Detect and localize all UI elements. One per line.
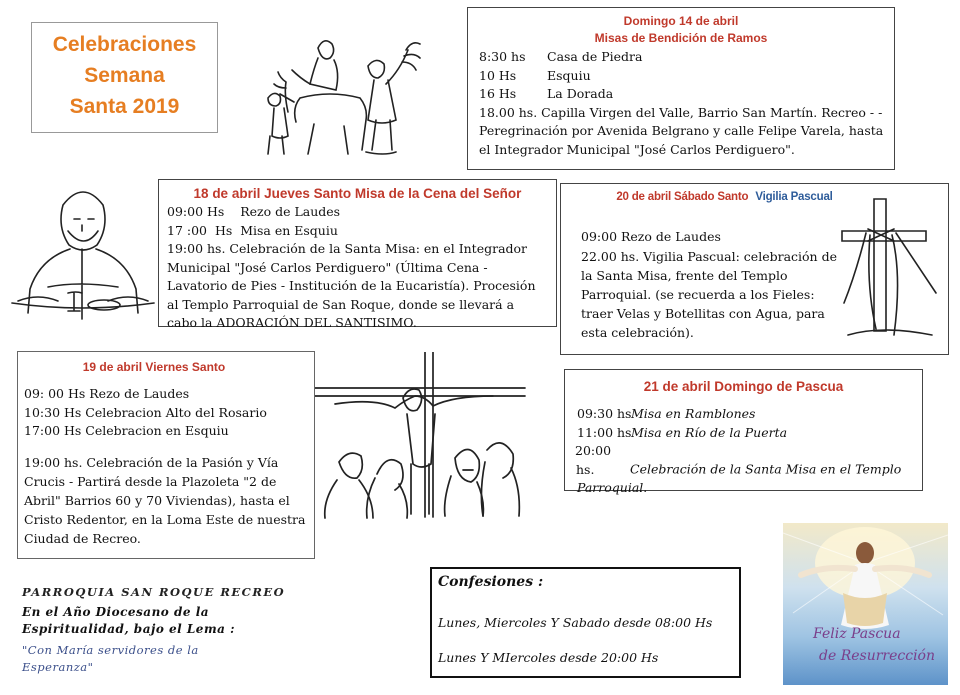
palm-sunday-box — [467, 7, 895, 170]
palm-sunday-subheading: Misas de Bendición de Ramos — [594, 31, 768, 45]
cross-cloth-illustration — [830, 193, 950, 345]
parish-year-line: En el Año Diocesano de la — [22, 605, 210, 619]
holy-saturday-paragraph: 22.00 hs. Vigilia Pascual: celebración de la Santa Misa, frente del Templo Parroquial. (se recuerda a los Fieles: traer Velas y Botellitas con Agua, para esta celebración). — [581, 248, 837, 340]
confessions-box — [430, 567, 741, 678]
easter-sunday-item: 11:00 hsMisa en Río de la Puerta — [577, 424, 788, 440]
last-supper-illustration — [8, 175, 158, 325]
pascua-greeting-line-2: de Resurrección — [819, 648, 935, 664]
confessions-line: Lunes Y MIercoles desde 20:00 Hs — [438, 650, 659, 665]
easter-sunday-item: 09:30 hsMisa en Ramblones — [577, 406, 756, 421]
title-box — [31, 22, 218, 133]
palm-sunday-item: 8:30 hs Casa de Piedra — [479, 49, 643, 64]
title-line-1: Celebraciones — [52, 33, 197, 56]
title-line-3: Santa 2019 — [69, 95, 180, 118]
parish-spirituality-line: Espiritualidad, bajo el Lema : — [22, 622, 236, 636]
holy-saturday-line: 09:00 Rezo de Laudes — [581, 229, 721, 244]
holy-thursday-paragraph: 19:00 hs. Celebración de la Santa Misa: en el Integrador Municipal "José Carlos Perdiguero" (Última Cena - Lavatorio de Pies - Institución de la Eucaristía). Procesión al Templo Parroquial de San Roque, donde se llevará a cabo la ADORACIÓN DEL SANTISIMO. — [167, 241, 536, 331]
easter-sunday-heading: 21 de abril Domingo de Pascua — [643, 379, 844, 394]
holy-thursday-line: 17 :00 Hs Misa en Esquiu — [167, 222, 338, 238]
good-friday-box — [17, 351, 315, 559]
good-friday-line: 10:30 Hs Celebracion Alto del Rosario — [24, 404, 267, 420]
palm-sunday-heading: Domingo 14 de abril — [623, 14, 739, 28]
holy-saturday-heading: 20 de abril Sábado Santo — [616, 191, 749, 203]
risen-christ-image — [783, 523, 948, 685]
palm-sunday-item: 16 Hs La Dorada — [479, 86, 614, 101]
parish-motto: "Con María servidores de la Esperanza" — [22, 643, 199, 674]
palm-sunday-item: 10 Hs Esquiu — [479, 67, 591, 83]
confessions-heading: Confesiones : — [438, 574, 544, 590]
easter-sunday-box — [564, 369, 923, 496]
good-friday-line: 09: 00 Hs Rezo de Laudes — [24, 386, 190, 401]
holy-thursday-line: 09:00 Hs Rezo de Laudes — [167, 204, 341, 219]
good-friday-line: 17:00 Hs Celebracion en Esquiu — [24, 423, 229, 438]
title-line-2: Semana — [84, 64, 165, 87]
easter-vigil-heading: Vigilia Pascual — [755, 191, 833, 203]
good-friday-paragraph: 19:00 hs. Celebración de la Pasión y Vía Crucis - Partirá desde la Plazoleta "2 de Abril" Barrios 60 y 70 Viviendas), hasta el Cristo Redentor, en la Loma Este de nuestra Ciudad de Recreo. — [24, 454, 306, 546]
pascua-greeting-line-1: Feliz Pascua — [813, 626, 901, 642]
good-friday-heading: 19 de abril Viernes Santo — [82, 360, 226, 374]
palm-sunday-illustration — [258, 28, 438, 163]
parish-block — [22, 585, 352, 676]
crucifixion-illustration — [315, 352, 530, 522]
holy-thursday-box — [158, 179, 557, 331]
palm-sunday-procession: 18.00 hs. Capilla Virgen del Valle, Barrio San Martín. Recreo - - Peregrinación por Avenida Belgrano y calle Felipe Varela, hasta el Integrador Municipal "José Carlos Perdiguero". — [479, 104, 884, 157]
easter-sunday-item: 20:00 hs. Celebración de la Santa Misa en el Templo Parroquial. — [575, 443, 902, 496]
parish-name: PARROQUIA SAN ROQUE RECREO — [22, 585, 286, 599]
holy-thursday-heading: 18 de abril Jueves Santo Misa de la Cena del Señor — [193, 186, 522, 201]
confessions-line: Lunes, Miercoles Y Sabado desde 08:00 Hs — [438, 615, 713, 630]
